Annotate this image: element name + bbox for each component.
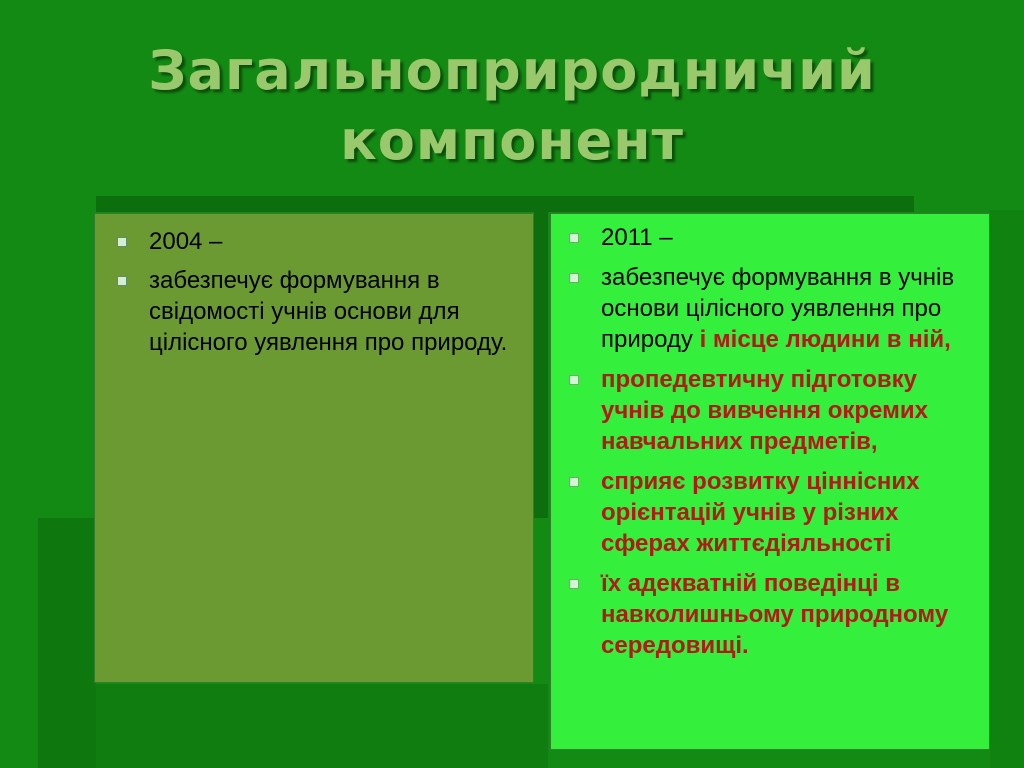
decorative-band-middle: [534, 212, 548, 518]
decorative-band-top: [96, 196, 914, 212]
decorative-band-bottom: [96, 684, 548, 768]
decorative-band-left: [38, 518, 96, 768]
left-bullet-list: [95, 214, 533, 358]
list-item-highlight: і місце людини в ній,: [699, 326, 951, 353]
list-item: [99, 265, 523, 358]
list-item-highlight: їх адекватній поведінці в навколишньому природному середовищі.: [601, 570, 949, 659]
list-item-highlight: пропедевтичну підготовку учнів до вивчення окремих навчальних предметів,: [601, 366, 928, 455]
right-bullet-list: [551, 214, 989, 661]
list-item-text: забезпечує формування в свідомості учнів основи для цілісного уявлення про природу.: [149, 267, 508, 356]
slide-title-line-2: компонент: [340, 109, 684, 172]
list-item: [551, 568, 981, 661]
left-content-box: [94, 213, 534, 683]
square-bullet-icon: [117, 237, 127, 247]
list-item-text: забезпечує формування в учнів основи цілісного уявлення про природу: [601, 264, 955, 353]
square-bullet-icon: [569, 579, 579, 589]
list-item-text: 2011 –: [601, 224, 673, 251]
list-item: [551, 222, 981, 253]
list-item: [551, 466, 981, 559]
list-item: [99, 226, 523, 257]
slide-title-line-1: Загальноприродничий: [148, 39, 876, 102]
list-item: [551, 262, 981, 355]
list-item-text: 2004 –: [149, 228, 223, 255]
square-bullet-icon: [569, 273, 579, 283]
slide-title: [0, 36, 1024, 176]
square-bullet-icon: [569, 375, 579, 385]
decorative-band-right: [990, 210, 1024, 768]
square-bullet-icon: [569, 233, 579, 243]
list-item-highlight: сприяє розвитку ціннісних орієнтацій учнів у різних сферах життєдіяльності: [601, 468, 920, 557]
right-content-box: [550, 213, 990, 750]
list-item: [551, 364, 981, 457]
square-bullet-icon: [117, 276, 127, 286]
square-bullet-icon: [569, 477, 579, 487]
